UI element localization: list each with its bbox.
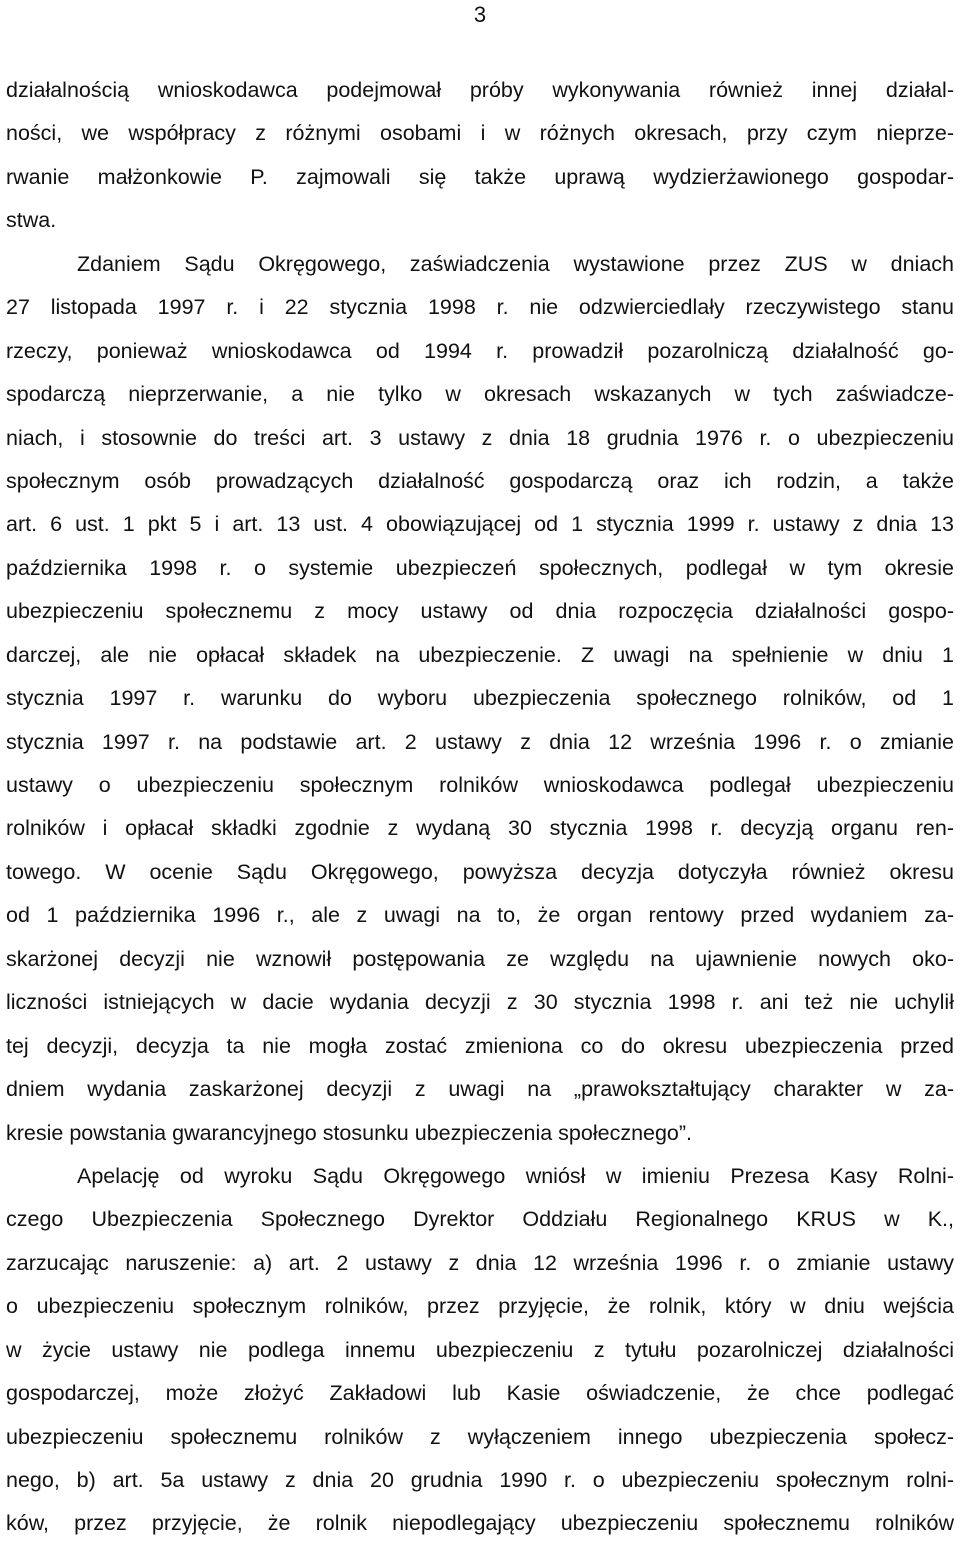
text-line: stwa. <box>6 208 57 233</box>
page-number: 3 <box>473 2 487 27</box>
text-line: skarżonej decyzji nie wznowił postępowania ze względu na ujawnienie nowych oko- <box>6 946 954 971</box>
text-line: ności, we współpracy z różnymi osobami i w różnych okresach, przy czym nieprze- <box>6 121 954 146</box>
text-line: stycznia 1997 r. na podstawie art. 2 ustawy z dnia 12 września 1996 r. o zmianie <box>6 729 954 754</box>
text-line: art. 6 ust. 1 pkt 5 i art. 13 ust. 4 obowiązującej od 1 stycznia 1999 r. ustawy z dnia 13 <box>6 512 954 537</box>
text-line: liczności istniejących w dacie wydania decyzji z 30 stycznia 1998 r. ani też nie uchylił <box>6 990 954 1015</box>
document-body <box>6 69 954 1546</box>
text-line: ubezpieczeniu społecznemu rolników z wyłączeniem innego ubezpieczenia społecz- <box>6 1424 954 1449</box>
text-line: o ubezpieczeniu społecznym rolników, przez przyjęcie, że rolnik, który w dniu wejścia <box>6 1294 954 1319</box>
text-line: ustawy o ubezpieczeniu społecznym rolników wnioskodawca podlegał ubezpieczeniu <box>6 773 954 797</box>
text-line: nego, b) art. 5a ustawy z dnia 20 grudnia 1990 r. o ubezpieczeniu społecznym rolni- <box>6 1468 954 1492</box>
text-line: niach, i stosownie do treści art. 3 ustawy z dnia 18 grudnia 1976 r. o ubezpieczeniu <box>6 425 954 450</box>
text-line: darczej, ale nie opłacał składek na ubezpieczenie. Z uwagi na spełnienie w dniu 1 <box>6 642 954 667</box>
text-line: zarzucając naruszenie: a) art. 2 ustawy z dnia 12 września 1996 r. o zmianie ustawy <box>6 1250 954 1275</box>
text-line: w życie ustawy nie podlega innemu ubezpieczeniu z tytułu pozarolniczej działalności <box>6 1337 954 1362</box>
text-line: rzeczy, ponieważ wnioskodawca od 1994 r. prowadził pozarolniczą działalność go- <box>6 338 954 363</box>
text-line: kresie powstania gwarancyjnego stosunku ubezpieczenia społecznego”. <box>6 1120 693 1145</box>
text-line: społecznym osób prowadzących działalność gospodarczą oraz ich rodzin, a także <box>6 468 954 493</box>
text-line: 27 listopada 1997 r. i 22 stycznia 1998 r. nie odzwierciedlały rzeczywistego stanu <box>6 295 954 320</box>
text-line: towego. W ocenie Sądu Okręgowego, powyższa decyzja dotyczyła również okresu <box>6 859 954 884</box>
text-line: Apelację od wyroku Sądu Okręgowego wniósł w imieniu Prezesa Kasy Rolni- <box>77 1163 954 1188</box>
text-line: października 1998 r. o systemie ubezpieczeń społecznych, podlegał w tym okresie <box>6 555 954 580</box>
text-line: ków, przez przyjęcie, że rolnik niepodlegający ubezpieczeniu społecznemu rolników <box>6 1511 954 1536</box>
text-line: tej decyzji, decyzja ta nie mogła zostać zmieniona co do okresu ubezpieczenia przed <box>6 1033 954 1058</box>
text-line: spodarczą nieprzerwanie, a nie tylko w okresach wskazanych w tych zaświadcze- <box>6 382 954 407</box>
text-line: gospodarczej, może złożyć Zakładowi lub Kasie oświadczenie, że chce podlegać <box>6 1381 954 1406</box>
text-line: działalnością wnioskodawca podejmował próby wykonywania również innej działal- <box>6 78 954 102</box>
text-line: stycznia 1997 r. warunku do wyboru ubezpieczenia społecznego rolników, od 1 <box>6 686 954 711</box>
text-line: rolników i opłacał składki zgodnie z wydaną 30 stycznia 1998 r. decyzją organu ren- <box>6 816 954 841</box>
text-line: czego Ubezpieczenia Społecznego Dyrektor Oddziału Regionalnego KRUS w K., <box>6 1207 954 1232</box>
text-line: Zdaniem Sądu Okręgowego, zaświadczenia wystawione przez ZUS w dniach <box>77 251 954 276</box>
text-line: od 1 października 1996 r., ale z uwagi na to, że organ rentowy przed wydaniem za- <box>6 903 954 928</box>
text-line: ubezpieczeniu społecznemu z mocy ustawy od dnia rozpoczęcia działalności gospo- <box>6 599 954 624</box>
text-line: dniem wydania zaskarżonej decyzji z uwagi na „prawokształtujący charakter w za- <box>6 1077 954 1102</box>
text-line: rwanie małżonkowie P. zajmowali się także uprawą wydzierżawionego gospodar- <box>6 164 954 189</box>
